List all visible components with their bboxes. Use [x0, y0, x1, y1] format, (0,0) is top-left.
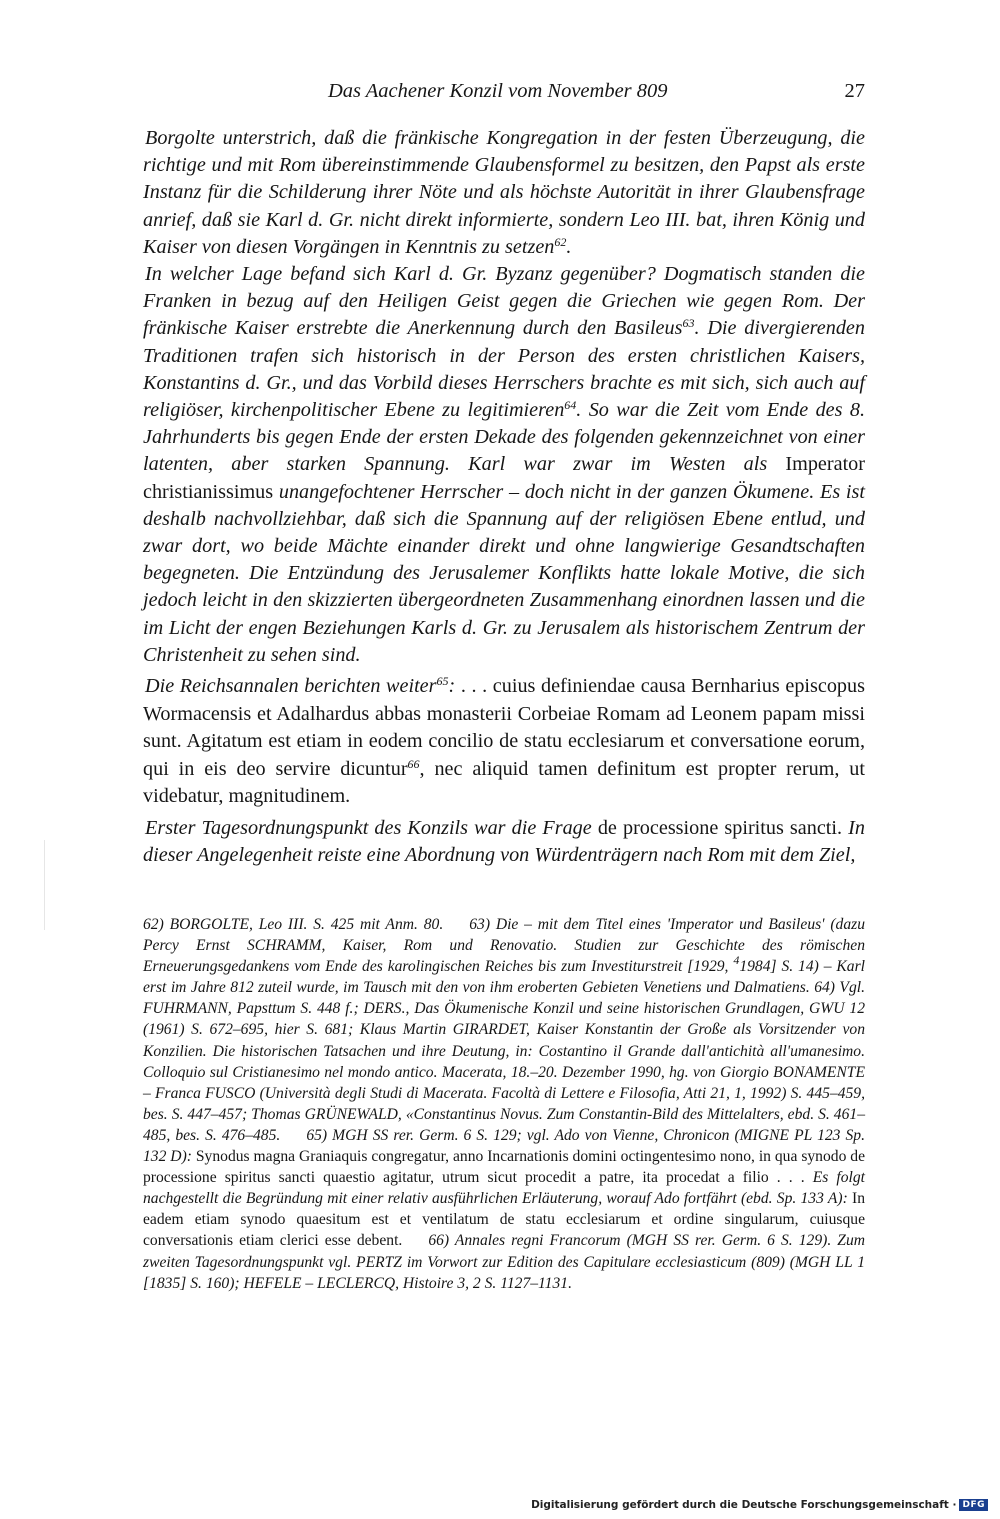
p4-text-c: In dieser Angelegenheit reiste eine Abordnung von Würdenträgern nach Rom mit dem Ziel, [143, 817, 865, 867]
footnote-65-latin-1: Synodus magna Graniaquis congregatur, anno Incarnationis domini octingentesimo nono, in qua synodo de processione spiritus sancti quaestio agitatur, utrum sicut procedit a patre, ita procedat a filio . . . [143, 1148, 866, 1187]
p3-colon: : [448, 675, 461, 698]
p2-text-c: . So war die Zeit vom Ende des 8. Jahrhunderts bis gegen Ende der ersten Dekade des folgenden gekennzeichnet von einer latenten, aber starken Spannung. Karl war zwar im Westen als [143, 399, 865, 476]
footnote-63: 63) Die – mit dem Titel eines 'Imperator und Basileus' (dazu Percy Ernst SCHRAMM, Kaiser, Rom und Renovatio. Studien zur Geschichte des römischen Erneuerungsgedankens vom Ende des karolingischen Reiches bis zum Investiturstreit [1929, [143, 916, 865, 976]
p2-text-a: In welcher Lage befand sich Karl d. Gr. Byzanz gegenüber? Dogmatisch standen die Franken in bezug auf den Heiligen Geist gegen die Griechen wie gegen Rom. Der fränkische Kaiser erstrebte die Anerkennung durch den Basileus [143, 263, 865, 340]
p1-text: Borgolte unterstrich, daß die fränkische Kongregation in der festen Überzeugung, die richtige und mit Rom übereinstimmende Glaubensformel zu besitzen, den Papst als erste Instanz für die Schilderung ihrer Nöte und als höchste Autorität in ihrer Glaubensfrage anrief, daß sie Karl d. Gr. nicht direkt informierte, sondern Leo III. bat, ihren König und Kaiser von diesen Vorgängen in Kenntnis zu setzen [143, 127, 865, 258]
footnote-ref-62: 62 [554, 234, 567, 249]
p1-end: . [566, 235, 572, 258]
paragraph-1 [143, 125, 865, 261]
paragraph-3 [143, 673, 865, 811]
footnote-63-edition: 4 [733, 953, 740, 968]
p4-latin: de processione spiritus sancti. [591, 817, 849, 840]
p3-latin-quote: . . . cuius definiendae causa Bernharius episcopus Wormacensis et Adalhardus abbas monasterii Corbeiae Romam ad Leonem papam missi sunt. Agitatum est etiam in eodem concilio de statu ecclesiarum et conversatione eorum, qui in eis deo servire dicuntur [143, 675, 865, 780]
footnote-ref-63: 63 [682, 316, 695, 331]
credit-text: Digitalisierung gefördert durch die Deutsche Forschungsgemeinschaft · [531, 1499, 957, 1511]
paragraph-4 [143, 815, 865, 869]
running-title: Das Aachener Konzil vom November 809 [328, 80, 668, 102]
page-number: 27 [844, 80, 865, 102]
footnote-ref-66: 66 [407, 756, 420, 771]
p3-latin-end: , nec aliquid tamen definitum est propter rerum, ut videbatur, magnitudinem. [143, 757, 865, 808]
footnote-ref-64: 64 [564, 398, 577, 413]
p4-text-a: Erster Tagesordnungspunkt des Konzils war die Frage [145, 817, 592, 840]
footnote-65-latin-2: In eadem etiam synodo quaesitum est et ventilatum de statu ecclesiarum et ordine singularum, cuiusque conversationis etiam clerici esse debent. [143, 1190, 866, 1250]
p3-text-a: Die Reichsannalen berichten weiter [145, 675, 437, 698]
dfg-logo: DFG [959, 1499, 988, 1511]
scan-margin-line [44, 840, 45, 930]
footnote-65-middle: Es folgt nachgestellt die Begründung mit einer relativ ausführlichen Erläuterung, worauf Ado fortfährt (ebd. Sp. 133 A): [143, 1169, 865, 1208]
p2-text-d: unangefochtener Herrscher – doch nicht in der ganzen Ökumene. Es ist deshalb nachvollziehbar, daß sich die Spannung auf der religiösen Ebene entlud, und zwar dort, wo beide Mächte einander direkt und ohne langwierige Gesandtschaften begegneten. Die Entzündung des Jerusalemer Konflikts hatte lokale Motive, die sich jedoch leicht in den skizzierten übergeordneten Zusammenhang einordnen lassen und die im Licht der engen Beziehungen Karls d. Gr. zu Jerusalem als historischem Zentrum der Christenheit zu sehen sind. [143, 480, 865, 666]
body-text [143, 125, 865, 869]
footnote-62: 62) BORGOLTE, Leo III. S. 425 mit Anm. 80. [143, 916, 444, 933]
footnote-63-end: 1984] S. 14) – Karl erst im Jahre 812 zuteil wurde, im Tausch mit den von ihm eroberten Gebieten Venetiens und Dalmatiens. [143, 958, 865, 997]
p2-roman-term: Imperator christianissimus [143, 453, 865, 503]
footnote-66: 66) Annales regni Francorum (MGH SS rer. Germ. 6 S. 129). Zum zweiten Tagesordnungspunkt vgl. PERTZ im Vorwort zur Edition des Capitulare ecclesiasticum (809) (MGH LL 1 [1835] S. 160); HEFELE – LECLERCQ, Histoire 3, 2 S. 1127–1131. [143, 1232, 866, 1292]
footnote-64: 64) Vgl. FUHRMANN, Papsttum S. 448 f.; DERS., Das Ökumenische Konzil und seine historischen Grundlagen, GWU 12 (1961) S. 672–695, hier S. 681; Klaus Martin GIRARDET, Kaiser Konstantin der Große als Vorsitzender von Konzilien. Die historischen Tatsachen und ihre Deutung, in: Costantino il Grande dall'antichità all'umanesimo. Colloquio sul Cristianesimo nel mondo antico. Macerata, 18.–20. Dezember 1990, hg. von Giorgio BONAMENTE – Franca FUSCO (Università degli Studi di Macerata. Facoltà di Lettere e Filosofia, Atti 21, 1, 1992) S. 445–459, bes. S. 447–457; Thomas GRÜNEWALD, «Constantinus Novus. Zum Constantin-Bild des Mittelalters, ebd. S. 461–485, bes. S. 476–485. [143, 979, 865, 1144]
digitization-credit [531, 1499, 988, 1511]
footnotes [143, 914, 865, 1294]
footnote-ref-65: 65 [436, 674, 449, 689]
paragraph-2 [143, 261, 865, 669]
p2-text-b: . Die divergierenden Traditionen trafen sich historisch in der Person des ersten christlichen Kaisers, Konstantins d. Gr., und das Vorbild dieses Herrschers brachte es mit sich, sich auch auf religiöser, kirchenpolitischer Ebene zu legitimieren [143, 317, 865, 422]
footnote-65: 65) MGH SS rer. Germ. 6 S. 129; vgl. Ado von Vienne, Chronicon (MIGNE PL 123 Sp. 132 D): [143, 1126, 866, 1166]
page-header [143, 80, 865, 112]
